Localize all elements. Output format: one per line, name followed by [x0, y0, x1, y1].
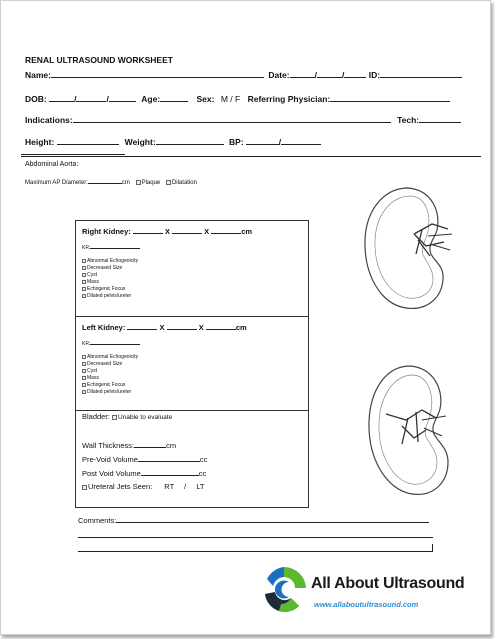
pre-void-unit: cc	[199, 455, 208, 464]
comments-line[interactable]	[78, 537, 433, 538]
finding-item[interactable]: Dilated pelvis/ureter	[82, 293, 138, 300]
plaque-label: Plaque	[141, 180, 161, 186]
left-kidney-findings	[82, 354, 138, 396]
jets-rt-option[interactable]: RT	[164, 482, 175, 491]
weight-label: Weight:	[124, 137, 156, 147]
right-kidney-dim2-field[interactable]	[172, 226, 202, 234]
left-kidney-box	[75, 316, 309, 411]
aorta-row	[25, 177, 197, 186]
right-kidney-row	[82, 226, 252, 236]
comments-line[interactable]	[78, 551, 433, 552]
date-month-field[interactable]	[290, 69, 315, 78]
left-kidney-unit: cm	[235, 323, 247, 332]
left-kidney-kr-field[interactable]	[90, 340, 140, 345]
left-kidney-kr	[82, 340, 140, 347]
tech-label: Tech:	[397, 115, 420, 125]
tech-field[interactable]	[419, 114, 461, 123]
finding-item[interactable]: Cyst	[82, 368, 138, 375]
dimension-x: X	[164, 227, 170, 236]
section-divider	[21, 156, 481, 157]
dilatation-label: Dilatation	[171, 180, 197, 186]
wall-thickness-row	[82, 440, 176, 450]
kr-label: KR:	[82, 245, 91, 251]
date-label: Date:	[268, 70, 290, 80]
brand-url[interactable]: www.allaboutultrasound.com	[314, 600, 419, 609]
brand-name: All About Ultrasound	[311, 575, 465, 592]
date-slash: /	[342, 70, 345, 80]
finding-item[interactable]: Abnormal Echogenicity	[82, 258, 138, 265]
left-kidney-dim2-field[interactable]	[167, 322, 197, 330]
dimension-x: X	[204, 227, 210, 236]
ureteral-jets-checkbox[interactable]	[82, 485, 87, 490]
indications-row	[25, 114, 461, 125]
wall-unit: cm	[166, 441, 177, 450]
right-kidney-box	[75, 220, 309, 317]
date-year-field[interactable]	[344, 69, 366, 78]
dob-row	[25, 93, 450, 104]
id-label: ID:	[368, 70, 381, 80]
left-kidney-label: Left Kidney:	[82, 323, 126, 332]
finding-item[interactable]: Mass	[82, 279, 138, 286]
left-kidney-dim3-field[interactable]	[206, 322, 236, 330]
wall-thickness-field[interactable]	[134, 440, 166, 448]
ureteral-jets-row	[82, 482, 205, 491]
weight-field[interactable]	[156, 136, 224, 145]
bp-label: BP:	[229, 137, 244, 147]
patient-row	[25, 69, 462, 80]
left-kidney-row	[82, 322, 247, 332]
wall-thickness-label: Wall Thickness:	[82, 441, 135, 450]
aorta-diameter-label: Maximum AP Diameter:	[25, 180, 88, 186]
dob-year-field[interactable]	[109, 93, 136, 102]
right-kidney-dim1-field[interactable]	[133, 226, 163, 234]
aorta-unit: cm	[121, 180, 130, 186]
comments-label: Comments:	[78, 516, 117, 525]
right-kidney-label: Right Kidney:	[82, 227, 131, 236]
height-field[interactable]	[57, 136, 119, 145]
date-day-field[interactable]	[314, 69, 345, 80]
page-title: RENAL ULTRASOUND WORKSHEET	[25, 55, 173, 65]
date-slash: /	[314, 70, 317, 80]
right-kidney-unit: cm	[241, 227, 253, 236]
right-kidney-dim3-field[interactable]	[211, 226, 241, 234]
pre-void-label: Pre-Void Volume	[82, 455, 138, 464]
unable-label: Unable to evaluate	[118, 414, 173, 421]
sex-label: Sex:	[196, 94, 215, 104]
pre-void-row	[82, 454, 207, 464]
bp-slash: /	[278, 137, 282, 147]
left-kidney-diagram	[356, 362, 461, 502]
section-divider-accent	[21, 154, 125, 155]
dob-day-field[interactable]	[76, 93, 109, 104]
finding-item[interactable]: Abnormal Echogenicity	[82, 354, 138, 361]
aorta-diameter-field[interactable]	[88, 177, 122, 184]
age-field[interactable]	[160, 93, 188, 102]
dilatation-checkbox[interactable]	[166, 180, 171, 185]
finding-item[interactable]: Decreased Size	[82, 361, 138, 368]
ureteral-jets-label: Ureteral Jets Seen:	[88, 482, 153, 491]
right-kidney-findings	[82, 258, 138, 300]
right-kidney-kr-field[interactable]	[90, 244, 140, 249]
dob-slash: /	[106, 94, 109, 104]
jets-separator: /	[184, 482, 187, 491]
aorta-heading: Abdominal Aorta:	[25, 161, 79, 168]
bladder-label: Bladder:	[82, 412, 110, 421]
finding-item[interactable]: Dilated pelvis/ureter	[82, 389, 138, 396]
name-field[interactable]	[51, 69, 264, 78]
kr-label: KR:	[82, 341, 91, 347]
all-about-ultrasound-logo-icon	[259, 564, 309, 614]
indications-label: Indications:	[25, 115, 73, 125]
bp-diastolic-field[interactable]	[278, 136, 321, 147]
post-void-field[interactable]	[141, 468, 199, 476]
name-label: Name:	[25, 70, 51, 80]
right-kidney-kr	[82, 244, 140, 251]
post-void-row	[82, 468, 206, 478]
unable-checkbox[interactable]	[112, 415, 117, 420]
dob-month-field[interactable]	[49, 93, 77, 104]
indications-field[interactable]	[73, 114, 391, 123]
comments-field[interactable]	[116, 515, 429, 523]
dimension-x: X	[198, 323, 204, 332]
bladder-header	[82, 412, 172, 421]
physician-label: Referring Physician:	[247, 94, 331, 104]
post-void-unit: cc	[198, 469, 207, 478]
sex-options[interactable]: M / F	[220, 94, 241, 104]
bladder-box	[75, 410, 309, 508]
right-kidney-diagram	[356, 184, 461, 314]
left-kidney-dim1-field[interactable]	[127, 322, 157, 330]
id-field[interactable]	[380, 69, 462, 78]
plaque-checkbox[interactable]	[136, 180, 141, 185]
vitals-row	[25, 136, 321, 147]
age-label: Age:	[141, 94, 161, 104]
dob-slash: /	[74, 94, 77, 104]
finding-item[interactable]: Mass	[82, 375, 138, 382]
jets-lt-option[interactable]: LT	[196, 482, 205, 491]
dimension-x: X	[159, 323, 165, 332]
finding-item[interactable]: Cyst	[82, 272, 138, 279]
bp-systolic-field[interactable]	[246, 136, 282, 147]
finding-item[interactable]: Echogenic Focus	[82, 382, 138, 389]
finding-item[interactable]: Echogenic Focus	[82, 286, 138, 293]
height-label: Height:	[25, 137, 55, 147]
dob-label: DOB:	[25, 94, 47, 104]
comments-row	[78, 515, 429, 525]
finding-item[interactable]: Decreased Size	[82, 265, 138, 272]
post-void-label: Post Void Volume	[82, 469, 141, 478]
physician-field[interactable]	[330, 93, 450, 102]
pre-void-field[interactable]	[138, 454, 200, 462]
comments-line-end	[432, 544, 433, 552]
